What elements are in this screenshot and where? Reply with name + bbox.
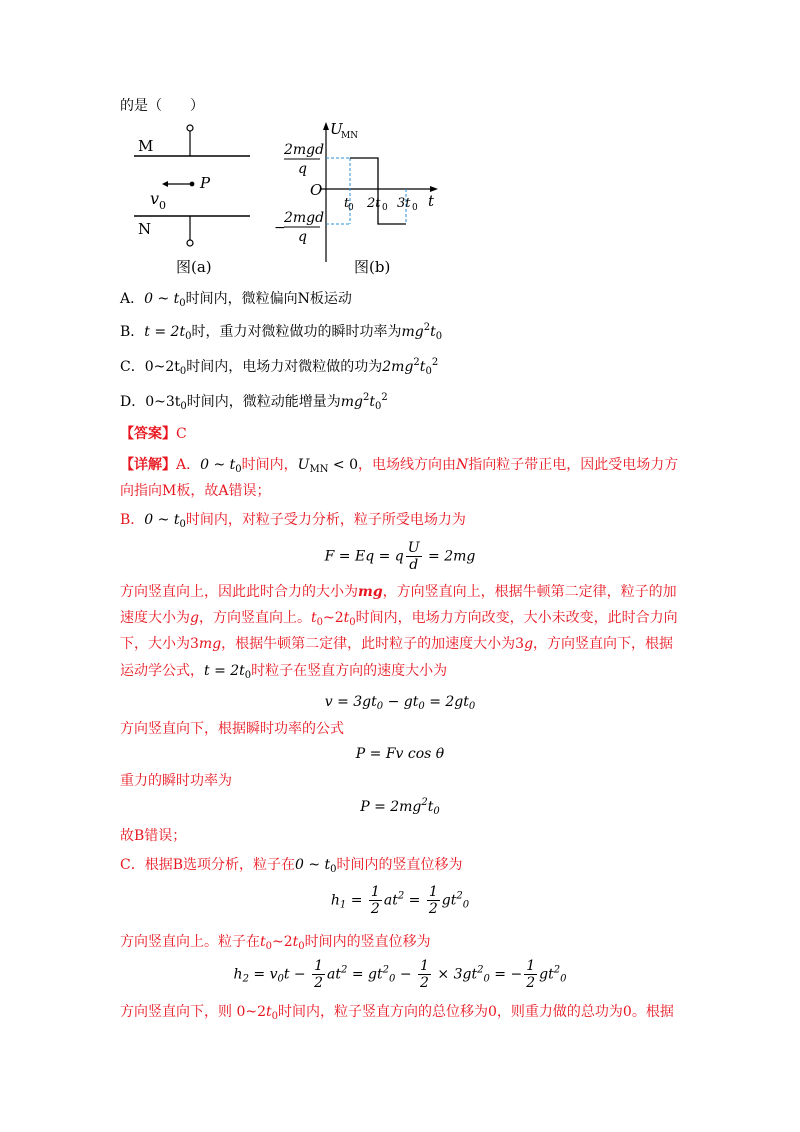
option-c: C．$0\sim 2t_0$时间内，电场力对微粒做的功为$2mg^2t_0^2$ (120, 357, 439, 377)
pos-value-numerator: 2mgd (284, 142, 325, 158)
explain-b-line7: 重力的瞬时功率为 (120, 773, 232, 789)
explain-c-line1: C．根据B选项分析，粒子在0 ~ $t_0$时间内的竖直位移为 (120, 857, 463, 875)
neg-value-numerator: 2mgd (284, 210, 325, 226)
figure-b-caption: 图(b) (354, 258, 391, 276)
explain-c-line3: 方向竖直向下，则 $0\sim 2t_0$时间内，粒子竖直方向的总位移为0，则重力做的总功为0。根据 (120, 1004, 674, 1022)
explain-a-line1: 【详解】A．0 ~ $t_0$时间内，$U_{MN} < 0$，电场线方向由N指向粒子带正电，因此受电场力方 (120, 457, 679, 475)
equation-displacement-2: $h_2 = v_0t$ − $\frac{1}{2}$ $at^2 = gt^2_0$ − $\frac{1}{2}$ × $3gt^2_0$ = − $\frac{1}{2}$ $gt^2_0$ (233, 958, 567, 991)
question-intro: 的是（ ） (120, 98, 204, 114)
explain-b-line5: 运动学公式，$t = 2t_0$时粒子在竖直方向的速度大小为 (120, 663, 448, 681)
option-a: A．0 ~ $t_0$时间内，微粒偏向N板运动 (120, 291, 352, 309)
equation-displacement-1: $h_1$ = $\frac{1}{2}$ $at^2$ = $\frac{1}{2}$ $gt^2_0$ (330, 884, 470, 917)
particle-p-dot (190, 182, 195, 187)
explain-b-line2: 方向竖直向上，因此此时合力的大小为mg，方向竖直向上，根据牛顿第二定律，粒子的加 (120, 584, 677, 600)
plate-m-label: M (138, 137, 154, 155)
tick-t0: t (344, 196, 350, 211)
origin-label: O (310, 181, 323, 199)
axis-u-sub: MN (341, 131, 359, 141)
explain-c-line2: 方向竖直向上。粒子在$t_0\sim 2t_0$时间内的竖直位移为 (120, 934, 431, 952)
pos-value-denominator: q (298, 161, 307, 177)
equation-electric-force: F = Eq = q $\frac{U}{d}$ = 2mg (324, 540, 476, 573)
equation-velocity: $v = 3gt_0 - gt_0 = 2gt_0$ (324, 694, 476, 712)
tick-2t0: 2t (367, 196, 381, 211)
figure-a-caption: 图(a) (176, 258, 212, 276)
explain-b-line4: 下，大小为3mg，根据牛顿第二定律，此时粒子的加速度大小为3g，方向竖直向下，根据 (120, 636, 674, 652)
equation-power: P = Fv cos θ (355, 746, 445, 762)
figure-b-voltage-graph (270, 118, 450, 278)
explain-b-line1: B．0 ~ $t_0$时间内，对粒子受力分析，粒子所受电场力为 (120, 512, 466, 530)
velocity-label: v (150, 189, 160, 208)
neg-value-denominator: q (298, 229, 307, 245)
plate-n-label: N (138, 220, 152, 238)
tick-3t0: 3t (397, 196, 411, 211)
axis-u-label: U (330, 120, 343, 138)
explain-a-line2: 向指向M板，故A错误； (120, 483, 271, 499)
explain-b-line3: 速度大小为g，方向竖直向上。$t_0\sim 2t_0$时间内，电场力方向改变，大小未改变，此时合力向 (120, 610, 678, 628)
velocity-label-sub: 0 (159, 199, 166, 212)
option-d: D．$0\sim 3t_0$时间内，微粒动能增量为$mg^2t_0^2$ (120, 392, 388, 412)
neg-value-sign: − (274, 220, 286, 236)
option-b: B．$t = 2t_0$时，重力对微粒做功的瞬时功率为$mg^2t_0$ (120, 322, 443, 342)
particle-p-label: P (200, 174, 211, 192)
explain-b-line6: 方向竖直向下，根据瞬时功率的公式 (120, 721, 344, 737)
voltage-waveform (350, 158, 406, 224)
tick-t0-sub: 0 (348, 203, 354, 213)
explain-b-line8: 故B错误； (120, 828, 187, 844)
tick-2t0-sub: 0 (382, 203, 388, 213)
equation-gravity-power: $P = 2mg^2t_0$ (360, 797, 440, 817)
tick-3t0-sub: 0 (412, 203, 418, 213)
figure-a-capacitor-diagram (128, 118, 258, 278)
answer-line: 【答案】C (120, 426, 187, 442)
axis-t-label: t (428, 192, 435, 210)
